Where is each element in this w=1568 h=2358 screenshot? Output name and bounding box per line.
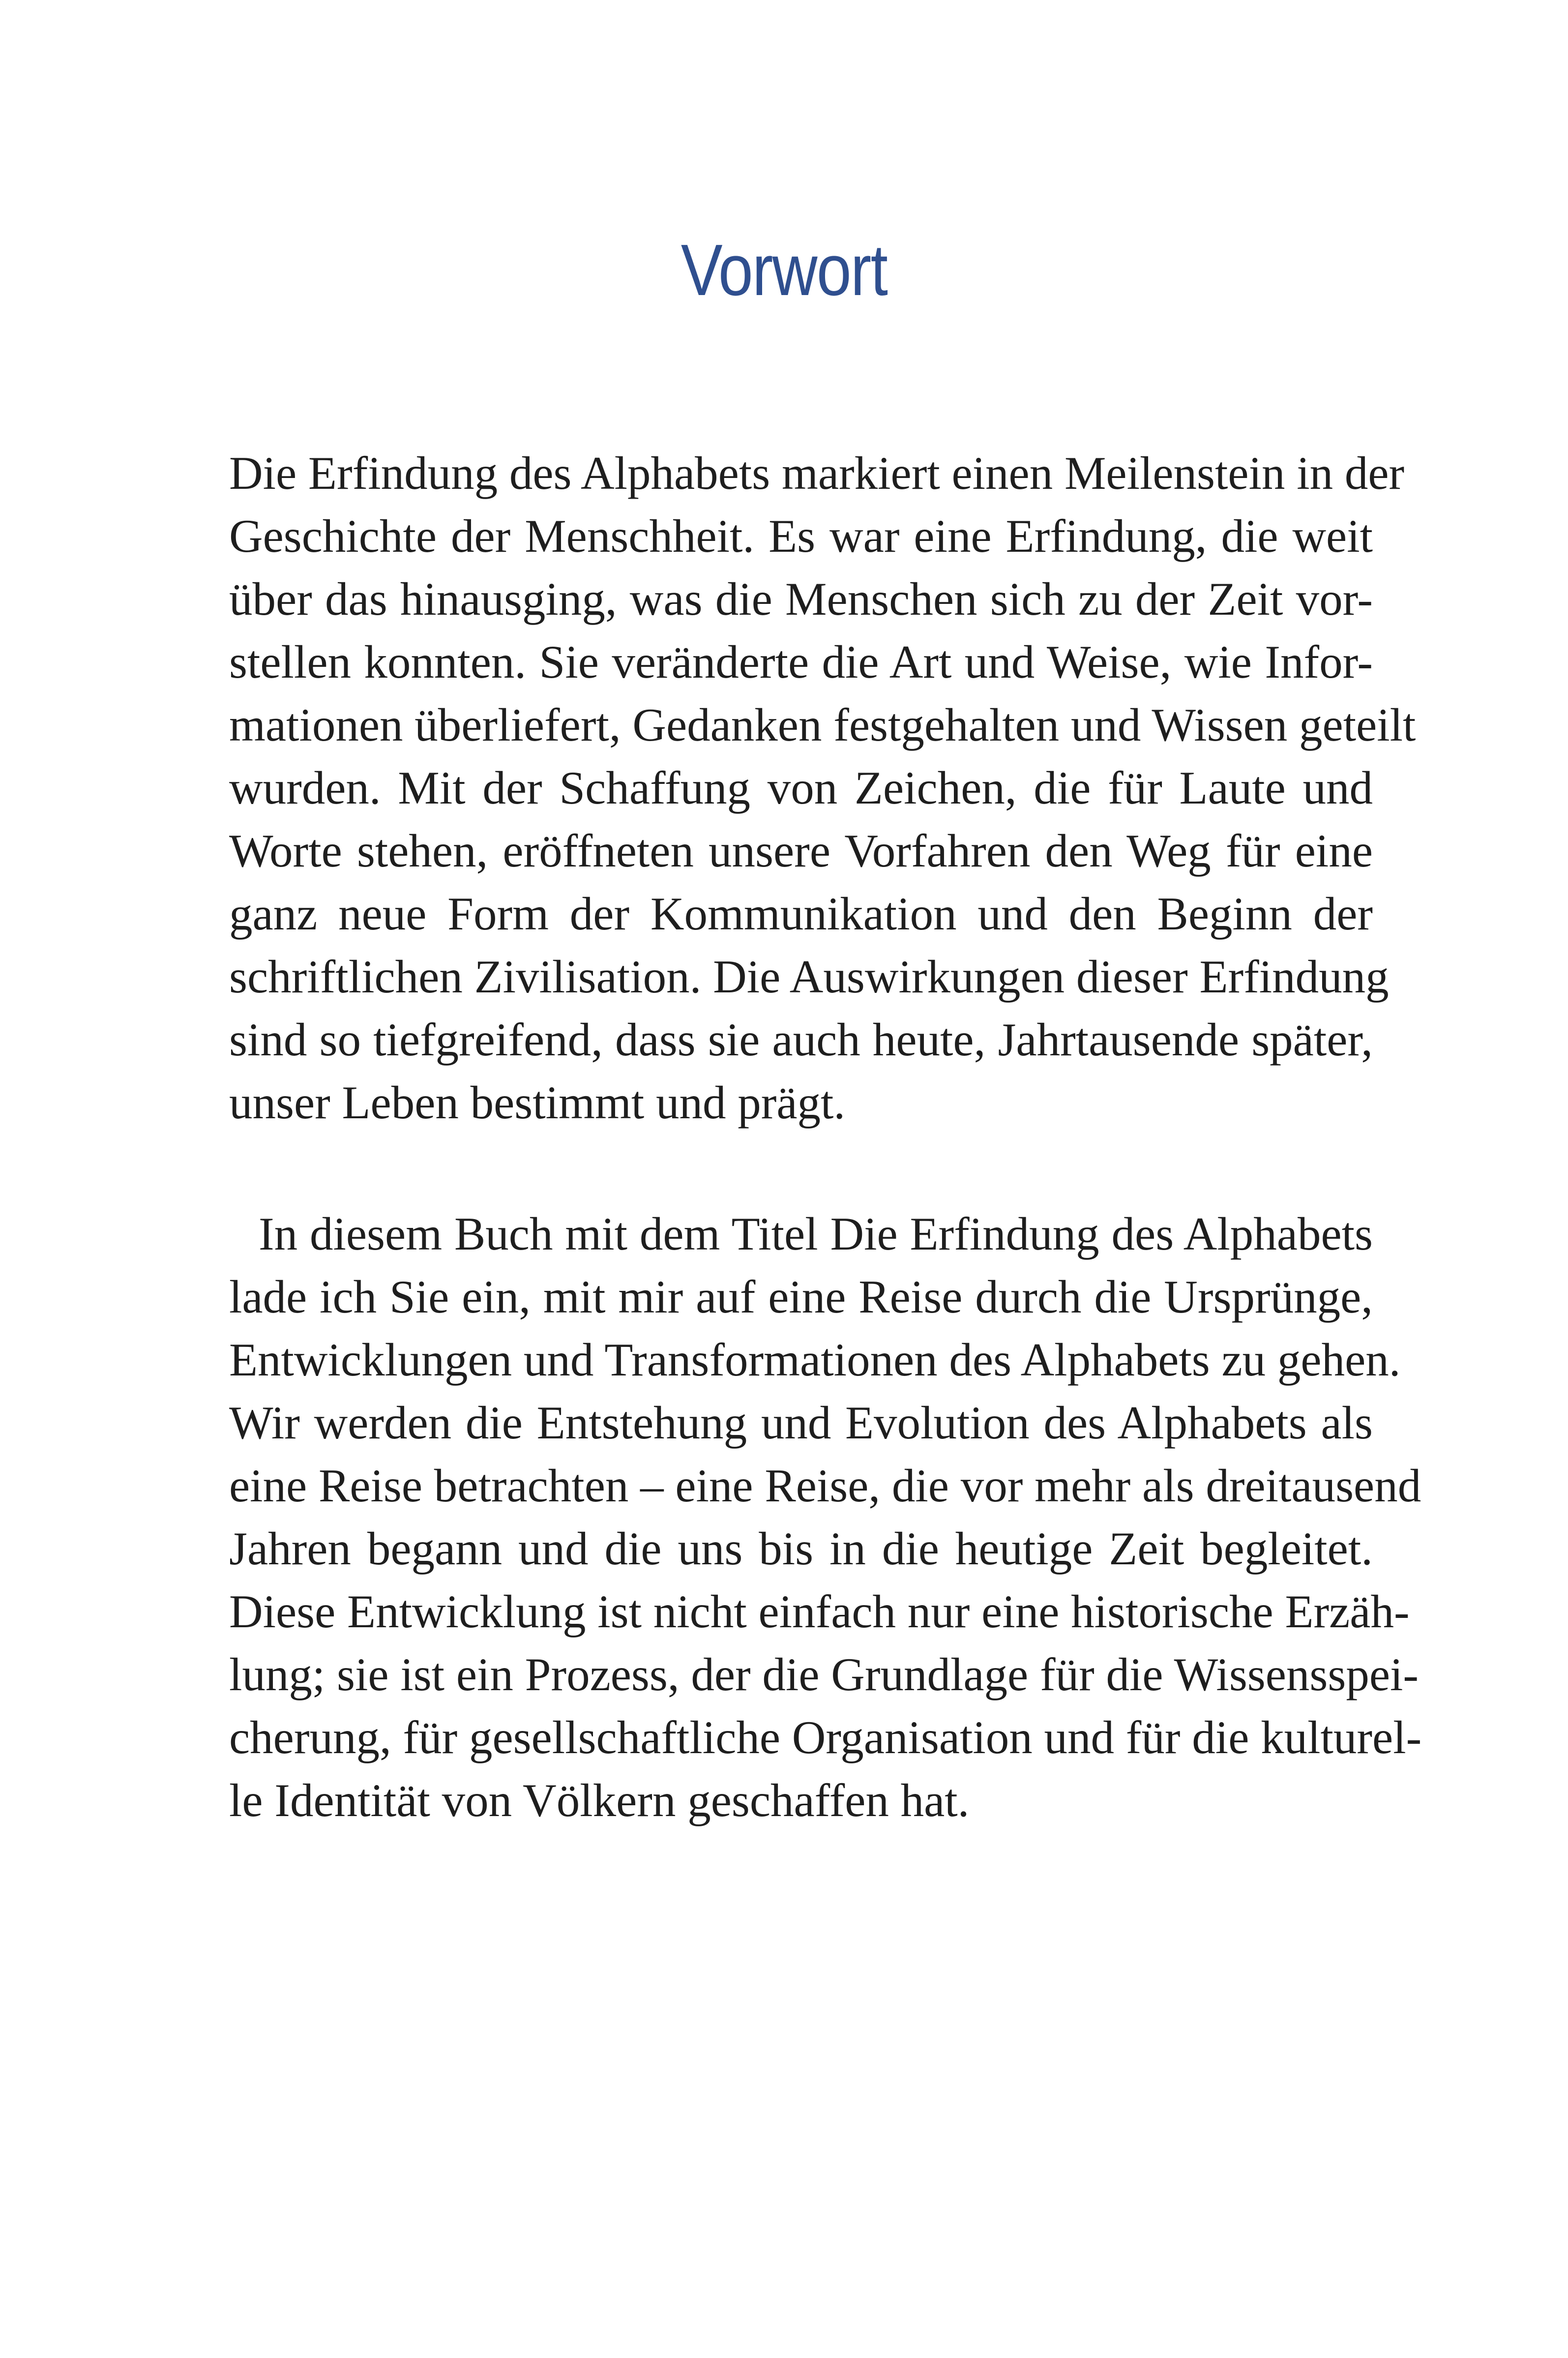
paragraph-line: mationen überliefert, Gedanken festgehalten und Wissen geteilt: [229, 699, 1416, 751]
paragraph-2: [229, 1202, 1422, 1832]
paragraph-line: lung; sie ist ein Prozess, der die Grundlage für die Wissensspei-: [229, 1648, 1419, 1701]
paragraph-line: Jahren begann und die uns bis in die heutige Zeit begleitet.: [229, 1522, 1373, 1575]
paragraph-line: In diesem Buch mit dem Titel Die Erfindung des Alphabets: [259, 1208, 1373, 1260]
paragraph-line: lade ich Sie ein, mit mir auf eine Reise durch die Ursprünge,: [229, 1271, 1373, 1323]
paragraph-line: Entwicklungen und Transformationen des Alphabets zu gehen.: [229, 1334, 1401, 1386]
paragraph-line: wurden. Mit der Schaffung von Zeichen, die für Laute und: [229, 762, 1373, 814]
paragraph-1: [229, 442, 1416, 1134]
paragraph-line: unser Leben bestimmt und prägt.: [229, 1076, 846, 1129]
paragraph-line: Wir werden die Entstehung und Evolution des Alphabets als: [229, 1397, 1373, 1449]
paragraph-line: über das hinausging, was die Menschen sich zu der Zeit vor-: [229, 573, 1373, 625]
paragraph-line: ganz neue Form der Kommunikation und den Beginn der: [229, 888, 1373, 940]
paragraph-line: le Identität von Völkern geschaffen hat.: [229, 1774, 970, 1826]
paragraph-line: Worte stehen, eröffneten unsere Vorfahren den Weg für eine: [229, 825, 1373, 877]
paragraph-line: Geschichte der Menschheit. Es war eine Erfindung, die weit: [229, 510, 1373, 562]
paragraph-line: Diese Entwicklung ist nicht einfach nur eine historische Erzäh-: [229, 1585, 1410, 1638]
paragraph-line: cherung, für gesellschaftliche Organisation und für die kulturel-: [229, 1711, 1422, 1763]
paragraph-line: stellen konnten. Sie veränderte die Art und Weise, wie Infor-: [229, 636, 1373, 688]
paragraph-line: eine Reise betrachten – eine Reise, die vor mehr als dreitausend: [229, 1460, 1421, 1512]
chapter-heading: Vorwort: [680, 230, 888, 311]
paragraph-line: sind so tiefgreifend, dass sie auch heute, Jahrtausende später,: [229, 1014, 1373, 1066]
paragraph-line: Die Erfindung des Alphabets markiert einen Meilenstein in der: [229, 447, 1405, 499]
paragraph-line: schriftlichen Zivilisation. Die Auswirkungen dieser Erfindung: [229, 951, 1389, 1003]
